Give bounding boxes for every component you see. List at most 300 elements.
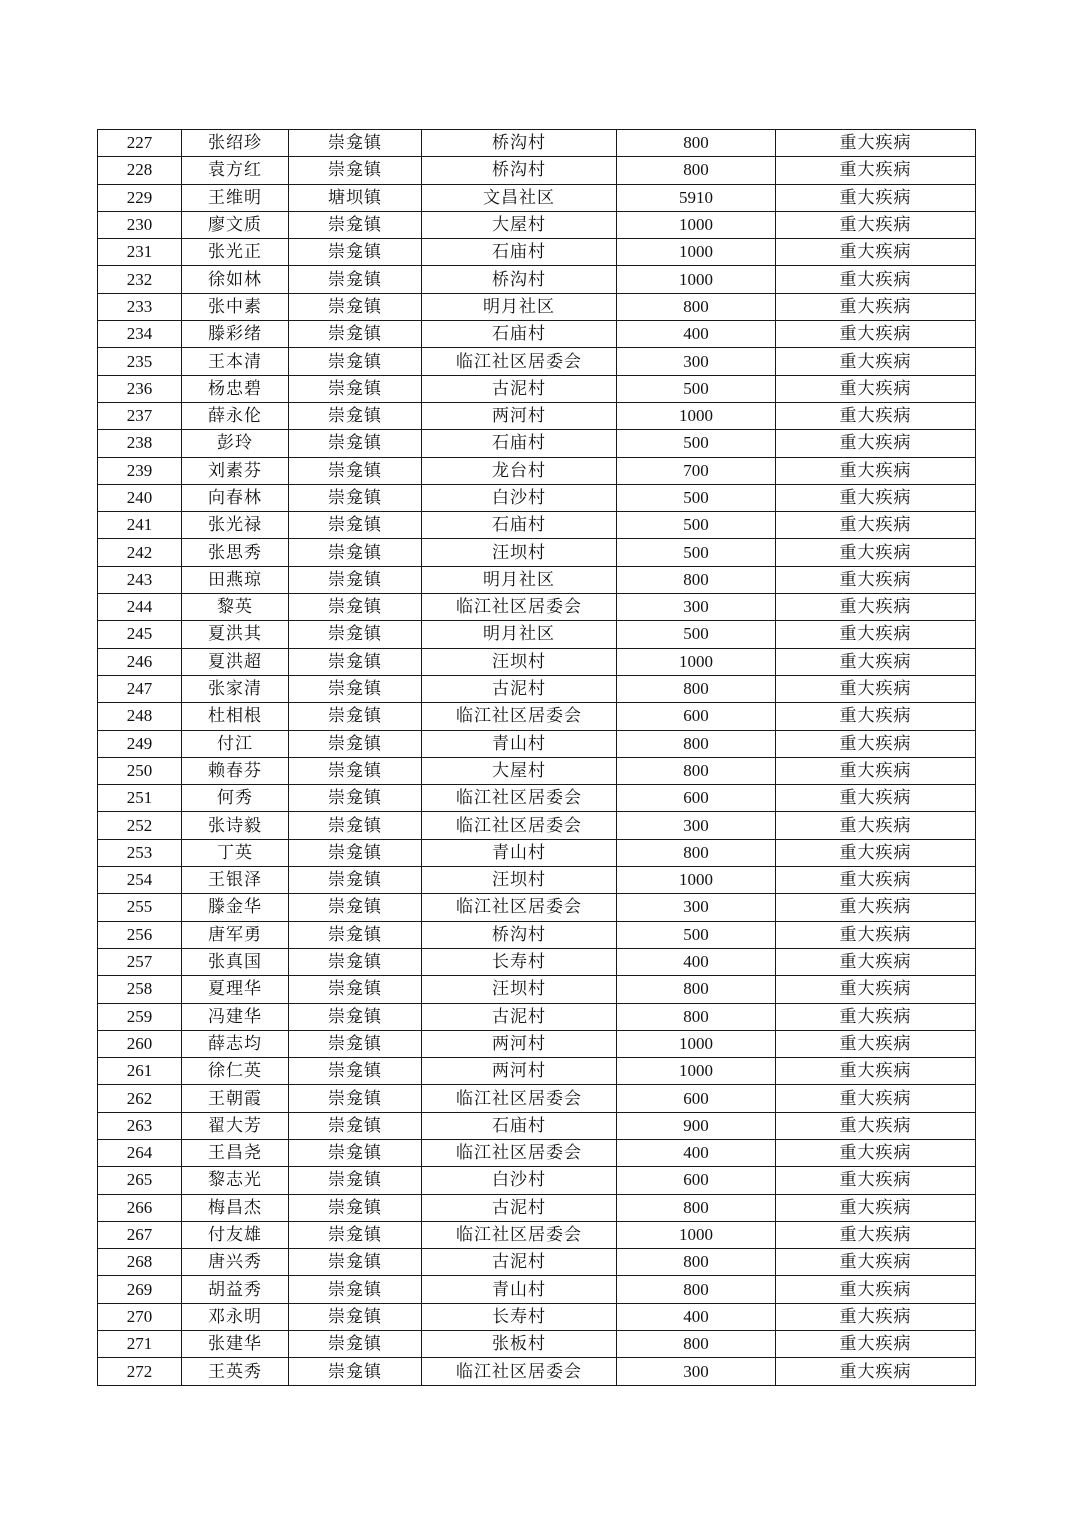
name-cell: 田燕琼	[182, 566, 289, 593]
row-number-cell: 250	[98, 757, 182, 784]
town-cell: 崇龛镇	[289, 457, 422, 484]
row-number-cell: 232	[98, 266, 182, 293]
amount-cell: 800	[617, 1194, 776, 1221]
amount-cell: 1000	[617, 867, 776, 894]
row-number-cell: 241	[98, 512, 182, 539]
reason-cell: 重大疾病	[776, 894, 976, 921]
village-cell: 龙台村	[422, 457, 617, 484]
table-row	[98, 1030, 976, 1057]
row-number-cell: 236	[98, 375, 182, 402]
village-cell: 临江社区居委会	[422, 1085, 617, 1112]
name-cell: 赖春芬	[182, 757, 289, 784]
table-row	[98, 1221, 976, 1248]
village-cell: 两河村	[422, 1058, 617, 1085]
name-cell: 张光正	[182, 239, 289, 266]
reason-cell: 重大疾病	[776, 1303, 976, 1330]
reason-cell: 重大疾病	[776, 130, 976, 157]
village-cell: 明月社区	[422, 621, 617, 648]
town-cell: 崇龛镇	[289, 157, 422, 184]
amount-cell: 800	[617, 757, 776, 784]
name-cell: 张绍珍	[182, 130, 289, 157]
reason-cell: 重大疾病	[776, 948, 976, 975]
row-number-cell: 234	[98, 321, 182, 348]
reason-cell: 重大疾病	[776, 1003, 976, 1030]
table-row	[98, 594, 976, 621]
reason-cell: 重大疾病	[776, 703, 976, 730]
name-cell: 黎志光	[182, 1167, 289, 1194]
town-cell: 崇龛镇	[289, 1358, 422, 1385]
village-cell: 白沙村	[422, 484, 617, 511]
village-cell: 青山村	[422, 839, 617, 866]
reason-cell: 重大疾病	[776, 184, 976, 211]
name-cell: 薛志均	[182, 1030, 289, 1057]
village-cell: 汪坝村	[422, 539, 617, 566]
town-cell: 崇龛镇	[289, 648, 422, 675]
reason-cell: 重大疾病	[776, 757, 976, 784]
village-cell: 明月社区	[422, 293, 617, 320]
town-cell: 崇龛镇	[289, 948, 422, 975]
name-cell: 张家清	[182, 675, 289, 702]
town-cell: 崇龛镇	[289, 594, 422, 621]
name-cell: 向春林	[182, 484, 289, 511]
village-cell: 临江社区居委会	[422, 594, 617, 621]
reason-cell: 重大疾病	[776, 839, 976, 866]
name-cell: 王昌尧	[182, 1139, 289, 1166]
town-cell: 崇龛镇	[289, 1249, 422, 1276]
amount-cell: 1000	[617, 239, 776, 266]
village-cell: 桥沟村	[422, 266, 617, 293]
table-row	[98, 1358, 976, 1385]
name-cell: 王朝霞	[182, 1085, 289, 1112]
amount-cell: 300	[617, 594, 776, 621]
table-row	[98, 457, 976, 484]
amount-cell: 5910	[617, 184, 776, 211]
table-row	[98, 293, 976, 320]
village-cell: 临江社区居委会	[422, 1358, 617, 1385]
amount-cell: 600	[617, 703, 776, 730]
village-cell: 长寿村	[422, 1303, 617, 1330]
table-row	[98, 321, 976, 348]
name-cell: 廖文质	[182, 211, 289, 238]
row-number-cell: 271	[98, 1331, 182, 1358]
table-row	[98, 757, 976, 784]
town-cell: 崇龛镇	[289, 484, 422, 511]
village-cell: 古泥村	[422, 1194, 617, 1221]
table-row	[98, 157, 976, 184]
name-cell: 夏洪超	[182, 648, 289, 675]
amount-cell: 500	[617, 430, 776, 457]
reason-cell: 重大疾病	[776, 293, 976, 320]
row-number-cell: 238	[98, 430, 182, 457]
table-row	[98, 976, 976, 1003]
town-cell: 崇龛镇	[289, 1276, 422, 1303]
reason-cell: 重大疾病	[776, 266, 976, 293]
row-number-cell: 246	[98, 648, 182, 675]
reason-cell: 重大疾病	[776, 321, 976, 348]
village-cell: 长寿村	[422, 948, 617, 975]
town-cell: 崇龛镇	[289, 211, 422, 238]
amount-cell: 800	[617, 157, 776, 184]
town-cell: 崇龛镇	[289, 1303, 422, 1330]
village-cell: 大屋村	[422, 211, 617, 238]
reason-cell: 重大疾病	[776, 1194, 976, 1221]
name-cell: 付江	[182, 730, 289, 757]
village-cell: 大屋村	[422, 757, 617, 784]
name-cell: 冯建华	[182, 1003, 289, 1030]
table-row	[98, 867, 976, 894]
town-cell: 崇龛镇	[289, 1058, 422, 1085]
name-cell: 杜相根	[182, 703, 289, 730]
row-number-cell: 269	[98, 1276, 182, 1303]
reason-cell: 重大疾病	[776, 1167, 976, 1194]
amount-cell: 500	[617, 512, 776, 539]
table-row	[98, 703, 976, 730]
row-number-cell: 252	[98, 812, 182, 839]
amount-cell: 1000	[617, 211, 776, 238]
village-cell: 白沙村	[422, 1167, 617, 1194]
town-cell: 崇龛镇	[289, 976, 422, 1003]
name-cell: 张思秀	[182, 539, 289, 566]
table-row	[98, 348, 976, 375]
row-number-cell: 263	[98, 1112, 182, 1139]
table-row	[98, 539, 976, 566]
town-cell: 崇龛镇	[289, 539, 422, 566]
amount-cell: 400	[617, 948, 776, 975]
village-cell: 临江社区居委会	[422, 812, 617, 839]
row-number-cell: 272	[98, 1358, 182, 1385]
table-body	[98, 130, 976, 1386]
reason-cell: 重大疾病	[776, 1358, 976, 1385]
row-number-cell: 231	[98, 239, 182, 266]
town-cell: 崇龛镇	[289, 703, 422, 730]
row-number-cell: 268	[98, 1249, 182, 1276]
name-cell: 王本清	[182, 348, 289, 375]
town-cell: 崇龛镇	[289, 1112, 422, 1139]
town-cell: 崇龛镇	[289, 1194, 422, 1221]
name-cell: 唐兴秀	[182, 1249, 289, 1276]
amount-cell: 1000	[617, 1030, 776, 1057]
reason-cell: 重大疾病	[776, 1112, 976, 1139]
amount-cell: 500	[617, 484, 776, 511]
row-number-cell: 248	[98, 703, 182, 730]
reason-cell: 重大疾病	[776, 566, 976, 593]
row-number-cell: 244	[98, 594, 182, 621]
name-cell: 黎英	[182, 594, 289, 621]
amount-cell: 1000	[617, 1058, 776, 1085]
table-row	[98, 266, 976, 293]
name-cell: 张中素	[182, 293, 289, 320]
amount-cell: 600	[617, 1085, 776, 1112]
reason-cell: 重大疾病	[776, 402, 976, 429]
amount-cell: 300	[617, 348, 776, 375]
reason-cell: 重大疾病	[776, 730, 976, 757]
table-row	[98, 894, 976, 921]
table-row	[98, 1139, 976, 1166]
row-number-cell: 267	[98, 1221, 182, 1248]
row-number-cell: 255	[98, 894, 182, 921]
amount-cell: 800	[617, 976, 776, 1003]
town-cell: 崇龛镇	[289, 839, 422, 866]
reason-cell: 重大疾病	[776, 1085, 976, 1112]
town-cell: 崇龛镇	[289, 812, 422, 839]
row-number-cell: 261	[98, 1058, 182, 1085]
name-cell: 邓永明	[182, 1303, 289, 1330]
village-cell: 临江社区居委会	[422, 1139, 617, 1166]
reason-cell: 重大疾病	[776, 430, 976, 457]
amount-cell: 800	[617, 730, 776, 757]
name-cell: 翟大芳	[182, 1112, 289, 1139]
name-cell: 王维明	[182, 184, 289, 211]
village-cell: 石庙村	[422, 430, 617, 457]
amount-cell: 400	[617, 321, 776, 348]
village-cell: 石庙村	[422, 239, 617, 266]
village-cell: 青山村	[422, 1276, 617, 1303]
town-cell: 崇龛镇	[289, 402, 422, 429]
reason-cell: 重大疾病	[776, 348, 976, 375]
village-cell: 古泥村	[422, 675, 617, 702]
village-cell: 汪坝村	[422, 648, 617, 675]
village-cell: 临江社区居委会	[422, 785, 617, 812]
town-cell: 崇龛镇	[289, 266, 422, 293]
table-row	[98, 921, 976, 948]
table-row	[98, 402, 976, 429]
village-cell: 两河村	[422, 402, 617, 429]
table-row	[98, 621, 976, 648]
row-number-cell: 229	[98, 184, 182, 211]
name-cell: 张光禄	[182, 512, 289, 539]
name-cell: 王银泽	[182, 867, 289, 894]
village-cell: 桥沟村	[422, 130, 617, 157]
table-row	[98, 1249, 976, 1276]
row-number-cell: 243	[98, 566, 182, 593]
reason-cell: 重大疾病	[776, 375, 976, 402]
table-row	[98, 1331, 976, 1358]
name-cell: 杨忠碧	[182, 375, 289, 402]
amount-cell: 300	[617, 1358, 776, 1385]
amount-cell: 800	[617, 839, 776, 866]
village-cell: 青山村	[422, 730, 617, 757]
amount-cell: 800	[617, 1331, 776, 1358]
town-cell: 崇龛镇	[289, 1085, 422, 1112]
reason-cell: 重大疾病	[776, 239, 976, 266]
name-cell: 付友雄	[182, 1221, 289, 1248]
amount-cell: 800	[617, 1249, 776, 1276]
amount-cell: 800	[617, 566, 776, 593]
reason-cell: 重大疾病	[776, 594, 976, 621]
row-number-cell: 233	[98, 293, 182, 320]
town-cell: 崇龛镇	[289, 293, 422, 320]
amount-cell: 500	[617, 621, 776, 648]
reason-cell: 重大疾病	[776, 785, 976, 812]
row-number-cell: 257	[98, 948, 182, 975]
table-row	[98, 1194, 976, 1221]
town-cell: 崇龛镇	[289, 785, 422, 812]
amount-cell: 800	[617, 293, 776, 320]
amount-cell: 500	[617, 539, 776, 566]
town-cell: 崇龛镇	[289, 894, 422, 921]
name-cell: 刘素芬	[182, 457, 289, 484]
village-cell: 临江社区居委会	[422, 1221, 617, 1248]
table-row	[98, 812, 976, 839]
table-row	[98, 675, 976, 702]
row-number-cell: 249	[98, 730, 182, 757]
amount-cell: 300	[617, 812, 776, 839]
village-cell: 石庙村	[422, 512, 617, 539]
reason-cell: 重大疾病	[776, 211, 976, 238]
town-cell: 崇龛镇	[289, 675, 422, 702]
reason-cell: 重大疾病	[776, 976, 976, 1003]
town-cell: 崇龛镇	[289, 239, 422, 266]
village-cell: 古泥村	[422, 375, 617, 402]
amount-cell: 1000	[617, 1221, 776, 1248]
table-row	[98, 1276, 976, 1303]
reason-cell: 重大疾病	[776, 1139, 976, 1166]
table-row	[98, 130, 976, 157]
assistance-roster-table	[97, 129, 976, 1386]
name-cell: 丁英	[182, 839, 289, 866]
table-row	[98, 730, 976, 757]
amount-cell: 1000	[617, 266, 776, 293]
row-number-cell: 251	[98, 785, 182, 812]
town-cell: 崇龛镇	[289, 1003, 422, 1030]
town-cell: 崇龛镇	[289, 375, 422, 402]
table-row	[98, 1303, 976, 1330]
row-number-cell: 227	[98, 130, 182, 157]
row-number-cell: 242	[98, 539, 182, 566]
name-cell: 徐仁英	[182, 1058, 289, 1085]
amount-cell: 600	[617, 785, 776, 812]
village-cell: 汪坝村	[422, 867, 617, 894]
name-cell: 滕彩绪	[182, 321, 289, 348]
row-number-cell: 235	[98, 348, 182, 375]
town-cell: 崇龛镇	[289, 1331, 422, 1358]
table-row	[98, 375, 976, 402]
name-cell: 胡益秀	[182, 1276, 289, 1303]
name-cell: 夏理华	[182, 976, 289, 1003]
amount-cell: 500	[617, 375, 776, 402]
town-cell: 崇龛镇	[289, 1221, 422, 1248]
reason-cell: 重大疾病	[776, 1331, 976, 1358]
village-cell: 临江社区居委会	[422, 348, 617, 375]
reason-cell: 重大疾病	[776, 1030, 976, 1057]
row-number-cell: 239	[98, 457, 182, 484]
row-number-cell: 259	[98, 1003, 182, 1030]
town-cell: 塘坝镇	[289, 184, 422, 211]
table-row	[98, 1085, 976, 1112]
row-number-cell: 260	[98, 1030, 182, 1057]
town-cell: 崇龛镇	[289, 348, 422, 375]
name-cell: 薛永伦	[182, 402, 289, 429]
town-cell: 崇龛镇	[289, 921, 422, 948]
row-number-cell: 245	[98, 621, 182, 648]
town-cell: 崇龛镇	[289, 1030, 422, 1057]
amount-cell: 600	[617, 1167, 776, 1194]
reason-cell: 重大疾病	[776, 921, 976, 948]
amount-cell: 500	[617, 921, 776, 948]
reason-cell: 重大疾病	[776, 1221, 976, 1248]
name-cell: 张诗毅	[182, 812, 289, 839]
name-cell: 袁方红	[182, 157, 289, 184]
amount-cell: 1000	[617, 402, 776, 429]
reason-cell: 重大疾病	[776, 648, 976, 675]
reason-cell: 重大疾病	[776, 1249, 976, 1276]
town-cell: 崇龛镇	[289, 512, 422, 539]
village-cell: 古泥村	[422, 1003, 617, 1030]
village-cell: 桥沟村	[422, 157, 617, 184]
name-cell: 徐如林	[182, 266, 289, 293]
village-cell: 文昌社区	[422, 184, 617, 211]
reason-cell: 重大疾病	[776, 812, 976, 839]
reason-cell: 重大疾病	[776, 457, 976, 484]
row-number-cell: 256	[98, 921, 182, 948]
amount-cell: 400	[617, 1139, 776, 1166]
amount-cell: 900	[617, 1112, 776, 1139]
village-cell: 两河村	[422, 1030, 617, 1057]
town-cell: 崇龛镇	[289, 757, 422, 784]
name-cell: 张真国	[182, 948, 289, 975]
table-row	[98, 512, 976, 539]
table-row	[98, 948, 976, 975]
table-row	[98, 566, 976, 593]
amount-cell: 400	[617, 1303, 776, 1330]
reason-cell: 重大疾病	[776, 157, 976, 184]
town-cell: 崇龛镇	[289, 566, 422, 593]
row-number-cell: 237	[98, 402, 182, 429]
name-cell: 梅昌杰	[182, 1194, 289, 1221]
row-number-cell: 247	[98, 675, 182, 702]
amount-cell: 800	[617, 130, 776, 157]
town-cell: 崇龛镇	[289, 430, 422, 457]
town-cell: 崇龛镇	[289, 621, 422, 648]
town-cell: 崇龛镇	[289, 130, 422, 157]
name-cell: 彭玲	[182, 430, 289, 457]
amount-cell: 800	[617, 675, 776, 702]
row-number-cell: 264	[98, 1139, 182, 1166]
table-row	[98, 239, 976, 266]
row-number-cell: 230	[98, 211, 182, 238]
amount-cell: 1000	[617, 648, 776, 675]
table-row	[98, 1167, 976, 1194]
town-cell: 崇龛镇	[289, 321, 422, 348]
name-cell: 何秀	[182, 785, 289, 812]
table-row	[98, 1058, 976, 1085]
amount-cell: 800	[617, 1276, 776, 1303]
table-row	[98, 211, 976, 238]
table-row	[98, 1112, 976, 1139]
reason-cell: 重大疾病	[776, 867, 976, 894]
row-number-cell: 262	[98, 1085, 182, 1112]
name-cell: 王英秀	[182, 1358, 289, 1385]
row-number-cell: 254	[98, 867, 182, 894]
row-number-cell: 240	[98, 484, 182, 511]
row-number-cell: 228	[98, 157, 182, 184]
reason-cell: 重大疾病	[776, 1058, 976, 1085]
table-row	[98, 1003, 976, 1030]
name-cell: 张建华	[182, 1331, 289, 1358]
town-cell: 崇龛镇	[289, 867, 422, 894]
reason-cell: 重大疾病	[776, 675, 976, 702]
reason-cell: 重大疾病	[776, 484, 976, 511]
row-number-cell: 258	[98, 976, 182, 1003]
table-row	[98, 484, 976, 511]
village-cell: 临江社区居委会	[422, 703, 617, 730]
reason-cell: 重大疾病	[776, 512, 976, 539]
name-cell: 滕金华	[182, 894, 289, 921]
amount-cell: 300	[617, 894, 776, 921]
name-cell: 夏洪其	[182, 621, 289, 648]
reason-cell: 重大疾病	[776, 1276, 976, 1303]
amount-cell: 700	[617, 457, 776, 484]
